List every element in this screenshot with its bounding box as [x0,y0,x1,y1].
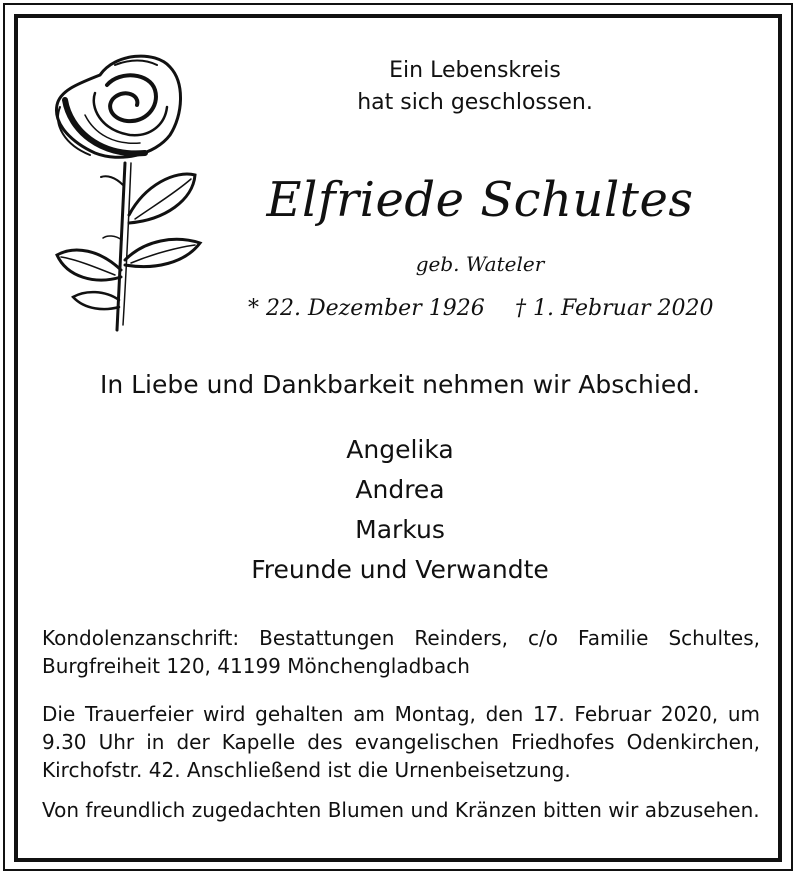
intro-text [275,55,675,119]
mourner: Freunde und Verwandte [251,555,549,584]
birth-date: * 22. Dezember 1926 [248,296,485,321]
deceased-name: Elfriede Schultes [266,172,694,228]
service-info: Die Trauerfeier wird gehalten am Montag, den 17. Februar 2020, um 9.30 Uhr in der Kapelle des evangelischen Friedhofes Odenkirchen, Kirchofstr. 42. Anschließend ist die Urnenbeisetzung. [42,702,760,782]
flowers-note: Von freundlich zugedachten Blumen und Kränzen bitten wir abzusehen. [42,798,760,822]
death-date: † 1. Februar 2020 [515,296,714,321]
mourner: Andrea [355,475,445,504]
farewell-line: In Liebe und Dankbarkeit nehmen wir Abschied. [99,370,701,399]
intro-line-1: Ein Lebenskreis [389,58,561,83]
mourner: Markus [355,515,445,544]
intro-line-2: hat sich geschlossen. [357,90,593,115]
mourners-list [0,430,800,590]
condolence-address: Kondolenzanschrift: Bestattungen Reinders, c/o Familie Schultes, Burgfreiheit 120, 41199 Mönchengladbach [42,626,760,678]
rose-icon [45,45,215,335]
maiden-name: geb. Wateler [415,252,545,276]
mourner: Angelika [346,435,454,464]
